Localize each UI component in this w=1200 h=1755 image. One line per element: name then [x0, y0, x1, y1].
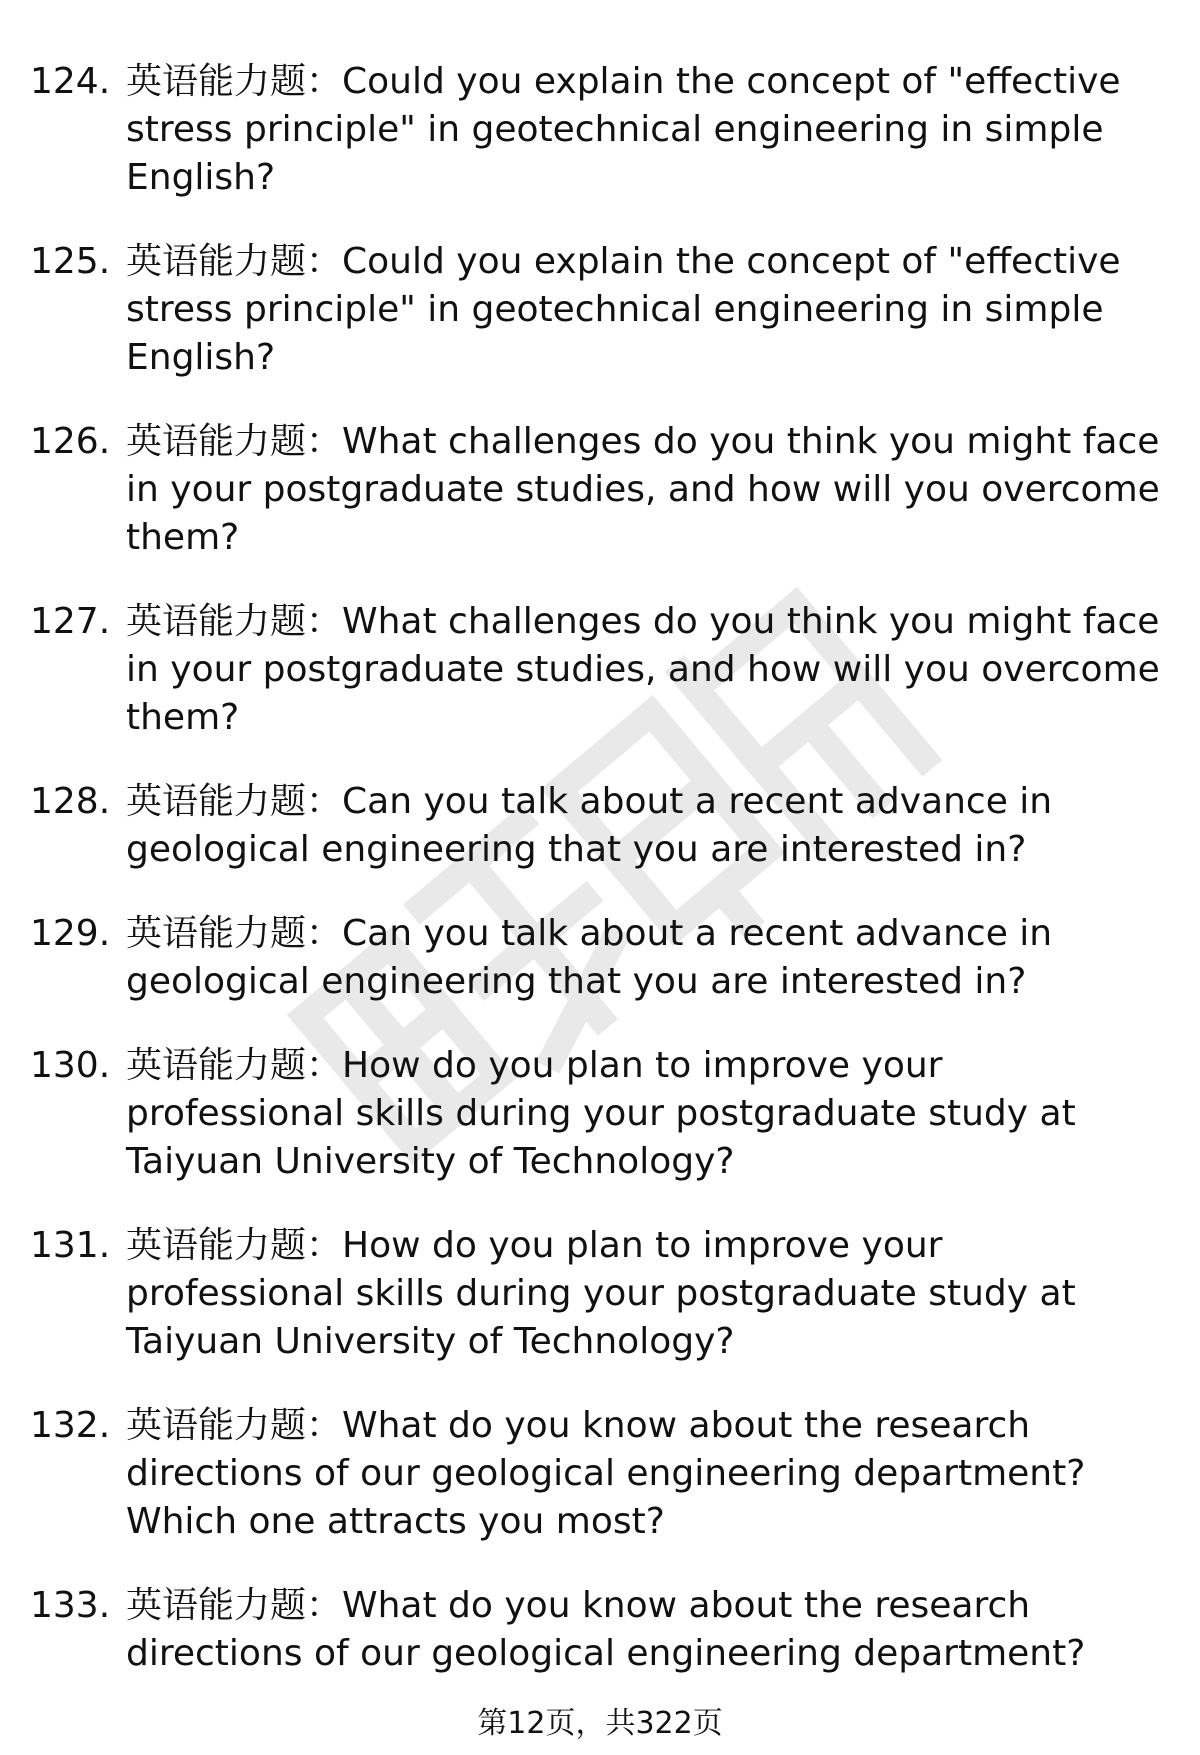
question-number: 127.	[30, 601, 111, 642]
question-text: How do you plan to improve your professional skills during your postgraduate study at Taiyuan University of Technology?	[126, 1225, 1076, 1362]
question-number: 128.	[30, 781, 111, 822]
question-text: Can you talk about a recent advance in geological engineering that you are interested in?	[126, 913, 1053, 1002]
question-number: 133.	[30, 1585, 111, 1626]
question-number: 125.	[30, 241, 111, 282]
question-item	[30, 598, 1170, 742]
question-list	[30, 58, 1170, 1714]
question-number: 126.	[30, 421, 111, 462]
question-body	[126, 910, 1170, 1006]
question-text: Could you explain the concept of "effective stress principle" in geotechnical engineering in simple English?	[126, 61, 1121, 198]
question-number: 130.	[30, 1045, 111, 1086]
question-text: Can you talk about a recent advance in geological engineering that you are interested in?	[126, 781, 1053, 870]
question-item	[30, 778, 1170, 874]
question-item	[30, 1042, 1170, 1186]
question-number: 129.	[30, 913, 111, 954]
question-number: 131.	[30, 1225, 111, 1266]
question-body	[126, 1582, 1170, 1678]
question-text: What challenges do you think you might face in your postgraduate studies, and how will you overcome them?	[126, 601, 1160, 738]
question-body	[126, 418, 1170, 562]
question-body	[126, 1222, 1170, 1366]
question-category: 英语能力题：	[126, 601, 343, 642]
question-item	[30, 58, 1170, 202]
question-category: 英语能力题：	[126, 1045, 343, 1086]
question-number: 124.	[30, 61, 111, 102]
question-text: Could you explain the concept of "effective stress principle" in geotechnical engineering in simple English?	[126, 241, 1121, 378]
question-text: What do you know about the research directions of our geological engineering department? Which one attracts you most?	[126, 1405, 1086, 1542]
question-body	[126, 58, 1170, 202]
page-number: 第12页，共322页	[477, 1706, 723, 1741]
question-item	[30, 418, 1170, 562]
question-item	[30, 1402, 1170, 1546]
question-text: What do you know about the research directions of our geological engineering department?	[126, 1585, 1086, 1674]
question-text: What challenges do you think you might face in your postgraduate studies, and how will you overcome them?	[126, 421, 1160, 558]
question-text: How do you plan to improve your professional skills during your postgraduate study at Taiyuan University of Technology?	[126, 1045, 1076, 1182]
question-item	[30, 238, 1170, 382]
question-category: 英语能力题：	[126, 61, 343, 102]
question-body	[126, 1042, 1170, 1186]
question-item	[30, 1582, 1170, 1678]
question-body	[126, 238, 1170, 382]
question-body	[126, 778, 1170, 874]
question-category: 英语能力题：	[126, 1225, 343, 1266]
page-footer	[0, 1704, 1200, 1744]
question-category: 英语能力题：	[126, 241, 343, 282]
question-item	[30, 1222, 1170, 1366]
question-body	[126, 598, 1170, 742]
question-category: 英语能力题：	[126, 781, 343, 822]
question-body	[126, 1402, 1170, 1546]
question-category: 英语能力题：	[126, 1585, 343, 1626]
question-category: 英语能力题：	[126, 421, 343, 462]
question-item	[30, 910, 1170, 1006]
question-number: 132.	[30, 1405, 111, 1446]
question-category: 英语能力题：	[126, 1405, 343, 1446]
question-category: 英语能力题：	[126, 913, 343, 954]
